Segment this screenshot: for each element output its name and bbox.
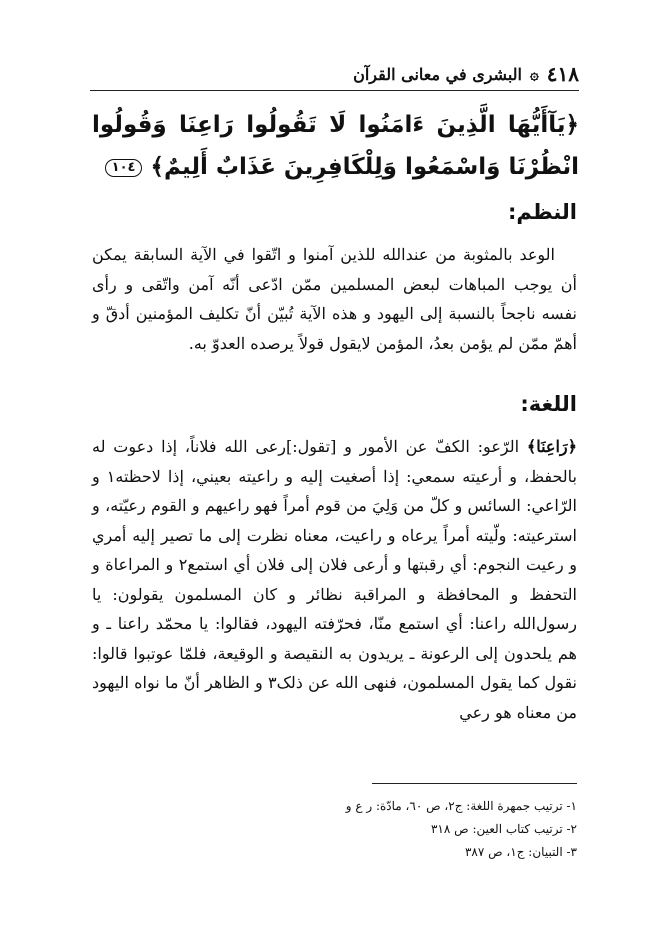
ornament-icon: ۞ xyxy=(529,65,539,83)
paragraph-lugha-text: الرّعو: الكفّ عن الأمور و [تقول:]رعى الله فلاناً، إذا دعوت له بالحفظ، و أرعيته سمعي: إذا أصغيت إليه و راعيته بعيني، إذا لاحظته١ و الرّاعي: السائس و كلّ من وَلِيَ من قوم أمراً فهو راعيهم و القوم رعيّته، و استرعيته: ولّيته أمراً يرعاه و راعيت، معناه نظرت إلى ما تصير إليه أمري و رعيت النجوم: أي رقبتها و أرعى فلان إلى فلان أي استمع٢ و المراعاة و التحفظ و المحافظة و المراقبة نظائر و كان المسلمون يقولون: يا رسول‌الله راعنا: أي استمع منّا، فحرّفته اليهود، فقالوا: يا محمّد راعنا ـ و هم يلحدون إلى الرعونة ـ يريدون به النقيصة و الوقيعة، فلمّا عوتبوا قالوا: نقول كما يقول المسلمون، فنهى الله عن ذلک٣ و الظاهر أنّ ما نواه اليهود من معناه هو رعي xyxy=(92,437,578,722)
paragraph-nazm: الوعد بالمثوبة من عندالله للذين آمنوا و اتّقوا في الآية السابقة يمكن أن يوجب المباهات لبعض المسلمين ممّن ادّعى أنّه آمن واتّقى و رأى نفسه ناجحاً بالنسبة إلى اليهود و هذه الآية تُبيّن أنّ تكليف المؤمنين أدقّ و أهمّ ممّن لم يؤمن بعدُ، المؤمن لايقول قولاً يرصده العدوّ به. xyxy=(92,245,577,353)
footnote-2: ٢- ترتيب كتاب العين: ص ٣١٨ xyxy=(430,822,577,836)
defined-term: ﴿رَاعِنَا﴾ xyxy=(526,437,578,456)
heading-nazm: النظم: xyxy=(508,200,577,224)
page-number: ٤١٨ xyxy=(546,62,579,86)
verse-number-badge: ١٠٤ xyxy=(105,159,143,177)
page-header xyxy=(90,56,579,91)
footnote-1: ١- ترتيب جمهرة اللغة: ج٢، ص ٦٠، مادّة: ر ع و xyxy=(345,799,577,813)
header-content xyxy=(353,62,579,86)
book-title: البشرى في معانى القرآن xyxy=(353,64,522,84)
footnote-3: ٣- التبيان: ج١، ص ٣٨٧ xyxy=(464,845,577,859)
heading-lugha: اللغة: xyxy=(520,392,577,416)
footnotes xyxy=(277,795,577,864)
footnote-divider xyxy=(372,783,577,784)
paragraph-lugha xyxy=(92,432,577,727)
quran-verse xyxy=(92,104,579,188)
verse-text: ﴿يَآأَيُّهَا الَّذِينَ ءَامَنُوا لَا تَقُولُوا رَاعِنَا وَقُولُوا انْظُرْنَا وَاسْمَعُوا وَلِلْكَافِرِينَ عَذَابٌ أَلِيمٌ﴾ xyxy=(92,112,579,180)
